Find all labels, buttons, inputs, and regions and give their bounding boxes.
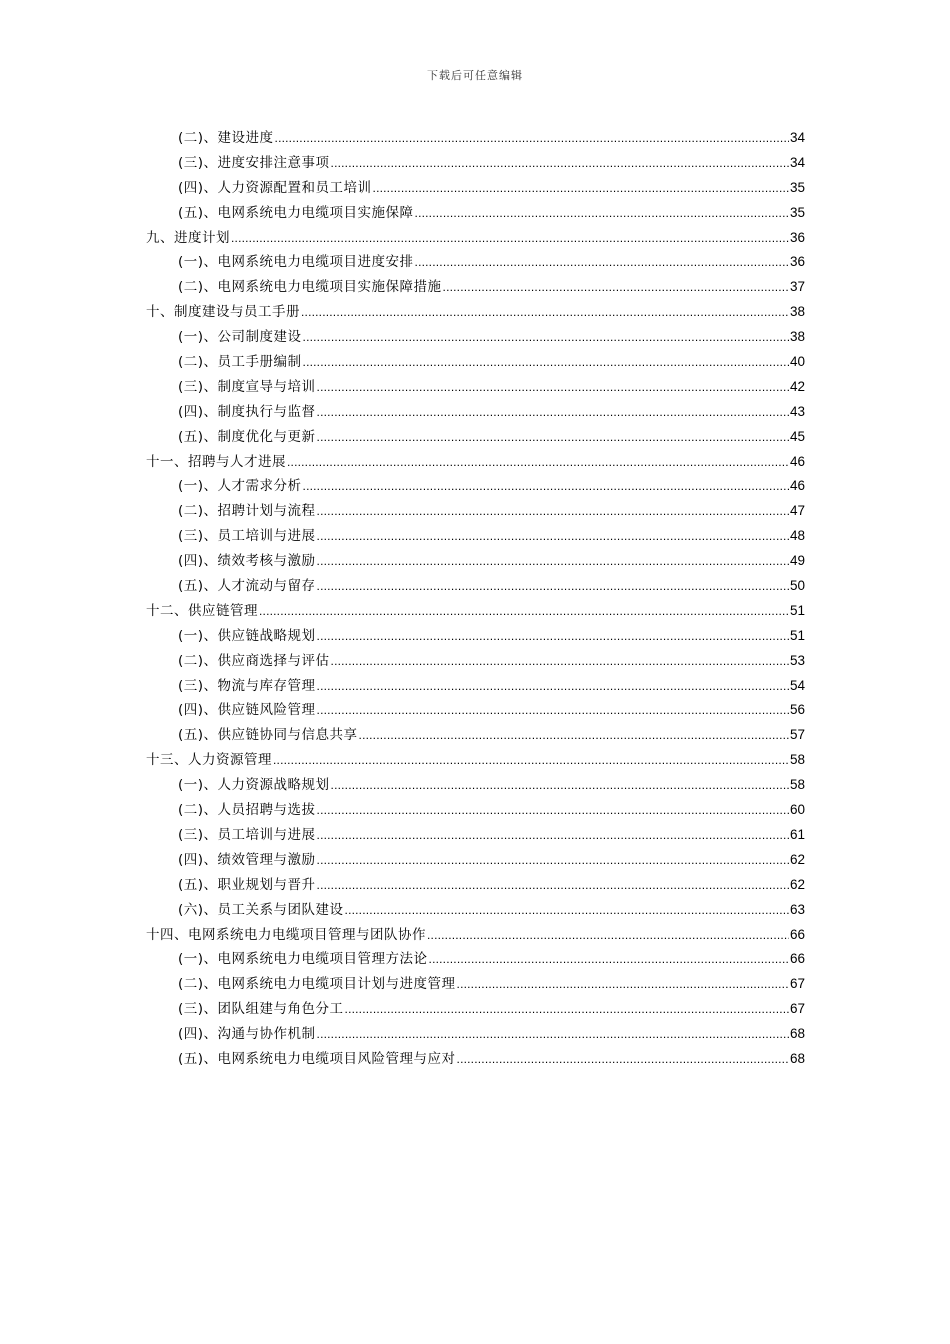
toc-dot-leader xyxy=(303,325,789,350)
toc-dot-leader xyxy=(345,997,789,1022)
toc-dot-leader xyxy=(287,450,789,475)
toc-page-number: 36 xyxy=(789,254,805,270)
toc-section-entry[interactable] xyxy=(146,375,805,400)
toc-dot-leader xyxy=(317,375,789,400)
toc-page-number: 35 xyxy=(789,179,805,195)
toc-dot-leader xyxy=(303,474,789,499)
toc-section-entry[interactable] xyxy=(146,275,805,300)
toc-dot-leader xyxy=(427,923,789,948)
toc-page-number: 38 xyxy=(789,329,805,345)
toc-page-number: 62 xyxy=(789,876,805,892)
toc-section-entry[interactable] xyxy=(146,574,805,599)
toc-section-entry[interactable] xyxy=(146,798,805,823)
toc-section-entry[interactable] xyxy=(146,649,805,674)
toc-entry-title: 十三、人力资源管理 xyxy=(146,752,272,769)
toc-entry-title: (二)、招聘计划与流程 xyxy=(178,503,316,520)
toc-page-number: 46 xyxy=(789,453,805,469)
toc-entry-title: 十一、招聘与人才进展 xyxy=(146,453,286,470)
toc-page-number: 66 xyxy=(789,951,805,967)
toc-page-number: 51 xyxy=(789,602,805,618)
toc-page-number: 37 xyxy=(789,279,805,295)
toc-dot-leader xyxy=(317,823,789,848)
toc-chapter-entry[interactable] xyxy=(146,226,805,251)
toc-entry-title: (一)、电网系统电力电缆项目管理方法论 xyxy=(178,951,428,968)
toc-entry-title: (五)、电网系统电力电缆项目风险管理与应对 xyxy=(178,1050,456,1067)
toc-entry-title: (二)、建设进度 xyxy=(178,130,274,146)
toc-section-entry[interactable] xyxy=(146,126,805,151)
toc-dot-leader xyxy=(317,674,789,699)
toc-dot-leader xyxy=(303,350,789,375)
toc-dot-leader xyxy=(317,549,789,574)
toc-section-entry[interactable] xyxy=(146,723,805,748)
toc-page-number: 57 xyxy=(789,727,805,743)
toc-dot-leader xyxy=(359,723,789,748)
toc-entry-title: (四)、供应链风险管理 xyxy=(178,702,316,719)
toc-dot-leader xyxy=(317,848,789,873)
toc-entry-title: (二)、电网系统电力电缆项目实施保障措施 xyxy=(178,279,442,296)
toc-section-entry[interactable] xyxy=(146,250,805,275)
toc-entry-title: (三)、进度安排注意事项 xyxy=(178,154,330,171)
toc-section-entry[interactable] xyxy=(146,524,805,549)
toc-entry-title: (二)、人员招聘与选拔 xyxy=(178,802,316,819)
toc-dot-leader xyxy=(317,425,789,450)
toc-entry-title: 十四、电网系统电力电缆项目管理与团队协作 xyxy=(146,926,426,943)
toc-entry-title: (四)、人力资源配置和员工培训 xyxy=(178,179,372,196)
toc-page-number: 48 xyxy=(789,528,805,544)
toc-dot-leader xyxy=(331,773,789,798)
toc-dot-leader xyxy=(231,226,789,251)
toc-page-number: 53 xyxy=(789,652,805,668)
toc-dot-leader xyxy=(317,524,789,549)
toc-page-number: 35 xyxy=(789,204,805,220)
toc-page-number: 40 xyxy=(789,354,805,370)
toc-entry-title: (三)、物流与库存管理 xyxy=(178,677,316,694)
toc-chapter-entry[interactable] xyxy=(146,923,805,948)
toc-dot-leader xyxy=(259,599,789,624)
toc-dot-leader xyxy=(415,250,789,275)
toc-page-number: 61 xyxy=(789,826,805,842)
toc-entry-title: (一)、电网系统电力电缆项目进度安排 xyxy=(178,254,414,271)
toc-dot-leader xyxy=(317,1022,789,1047)
toc-entry-title: (一)、供应链战略规划 xyxy=(178,627,316,644)
toc-page-number: 58 xyxy=(789,752,805,768)
toc-section-entry[interactable] xyxy=(146,997,805,1022)
toc-page-number: 36 xyxy=(789,229,805,245)
page-header: 下载后可任意编辑 xyxy=(427,69,523,82)
toc-page-number: 56 xyxy=(789,702,805,718)
toc-entry-title: (三)、团队组建与角色分工 xyxy=(178,1001,344,1018)
toc-entry-title: (四)、绩效考核与激励 xyxy=(178,553,316,570)
toc-section-entry[interactable] xyxy=(146,151,805,176)
toc-section-entry[interactable] xyxy=(146,972,805,997)
toc-section-entry[interactable] xyxy=(146,325,805,350)
toc-dot-leader xyxy=(457,1047,789,1072)
toc-section-entry[interactable] xyxy=(146,474,805,499)
toc-section-entry[interactable] xyxy=(146,698,805,723)
toc-section-entry[interactable] xyxy=(146,823,805,848)
toc-page-number: 50 xyxy=(789,578,805,594)
toc-entry-title: (四)、绩效管理与激励 xyxy=(178,851,316,868)
toc-section-entry[interactable] xyxy=(146,425,805,450)
toc-chapter-entry[interactable] xyxy=(146,300,805,325)
toc-dot-leader xyxy=(373,176,789,201)
toc-entry-title: (二)、员工手册编制 xyxy=(178,354,302,371)
toc-dot-leader xyxy=(317,698,789,723)
toc-section-entry[interactable] xyxy=(146,1047,805,1072)
toc-entry-title: 十二、供应链管理 xyxy=(146,602,258,619)
toc-section-entry[interactable] xyxy=(146,549,805,574)
toc-entry-title: (一)、人才需求分析 xyxy=(178,478,302,495)
toc-page-number: 62 xyxy=(789,851,805,867)
toc-page-number: 46 xyxy=(789,478,805,494)
toc-entry-title: (五)、供应链协同与信息共享 xyxy=(178,727,358,744)
toc-section-entry[interactable] xyxy=(146,898,805,923)
toc-entry-title: (五)、职业规划与晋升 xyxy=(178,876,316,893)
toc-page-number: 34 xyxy=(789,130,805,145)
toc-page-number: 54 xyxy=(789,677,805,693)
toc-dot-leader xyxy=(345,898,789,923)
toc-page-number: 68 xyxy=(789,1026,805,1042)
toc-section-entry[interactable] xyxy=(146,773,805,798)
toc-dot-leader xyxy=(331,151,789,176)
toc-section-entry[interactable] xyxy=(146,1022,805,1047)
toc-page-number: 68 xyxy=(789,1050,805,1066)
toc-page-number: 51 xyxy=(789,627,805,643)
toc-section-entry[interactable] xyxy=(146,176,805,201)
toc-entry-title: (一)、公司制度建设 xyxy=(178,329,302,346)
toc-page-number: 43 xyxy=(789,403,805,419)
toc-dot-leader xyxy=(443,275,789,300)
toc-section-entry[interactable] xyxy=(146,848,805,873)
toc-entry-title: (四)、制度执行与监督 xyxy=(178,403,316,420)
toc-dot-leader xyxy=(317,499,789,524)
toc-page-number: 47 xyxy=(789,503,805,519)
toc-entry-title: (五)、制度优化与更新 xyxy=(178,428,316,445)
toc-chapter-entry[interactable] xyxy=(146,450,805,475)
toc-dot-leader xyxy=(429,947,789,972)
toc-page-number: 38 xyxy=(789,304,805,320)
toc-section-entry[interactable] xyxy=(146,350,805,375)
toc-dot-leader xyxy=(273,748,789,773)
toc-page-number: 66 xyxy=(789,926,805,942)
toc-page-number: 67 xyxy=(789,1001,805,1017)
toc-entry-title: (三)、员工培训与进展 xyxy=(178,528,316,545)
toc-dot-leader xyxy=(415,201,789,226)
toc-section-entry[interactable] xyxy=(146,499,805,524)
toc-chapter-entry[interactable] xyxy=(146,599,805,624)
toc-entry-title: (二)、供应商选择与评估 xyxy=(178,652,330,669)
toc-dot-leader xyxy=(331,649,789,674)
toc-entry-title: (三)、员工培训与进展 xyxy=(178,826,316,843)
toc-dot-leader xyxy=(317,798,789,823)
toc-entry-title: 十、制度建设与员工手册 xyxy=(146,304,300,321)
toc-dot-leader xyxy=(457,972,789,997)
toc-page-number: 58 xyxy=(789,777,805,793)
toc-page-number: 63 xyxy=(789,901,805,917)
toc-section-entry[interactable] xyxy=(146,947,805,972)
toc-entry-title: 九、进度计划 xyxy=(146,229,230,246)
toc-dot-leader xyxy=(317,873,789,898)
toc-page-number: 42 xyxy=(789,378,805,394)
toc-page-number: 60 xyxy=(789,802,805,818)
toc-section-entry[interactable] xyxy=(146,400,805,425)
toc-page-number: 49 xyxy=(789,553,805,569)
toc-page-number: 67 xyxy=(789,976,805,992)
toc-entry-title: (六)、员工关系与团队建设 xyxy=(178,901,344,918)
toc-entry-title: (一)、人力资源战略规划 xyxy=(178,777,330,794)
toc-dot-leader xyxy=(317,574,789,599)
toc-chapter-entry[interactable] xyxy=(146,748,805,773)
toc-entry-title: (三)、制度宣导与培训 xyxy=(178,378,316,395)
toc-page-number: 45 xyxy=(789,428,805,444)
toc-section-entry[interactable] xyxy=(146,873,805,898)
toc-page-number: 34 xyxy=(789,154,805,170)
toc-entry-title: (五)、电网系统电力电缆项目实施保障 xyxy=(178,204,414,221)
toc-dot-leader xyxy=(317,624,789,649)
toc-entry-title: (二)、电网系统电力电缆项目计划与进度管理 xyxy=(178,976,456,993)
toc-section-entry[interactable] xyxy=(146,624,805,649)
toc-section-entry[interactable] xyxy=(146,674,805,699)
toc-dot-leader xyxy=(301,300,789,325)
table-of-contents xyxy=(146,126,805,1072)
toc-entry-title: (四)、沟通与协作机制 xyxy=(178,1026,316,1043)
toc-entry-title: (五)、人才流动与留存 xyxy=(178,578,316,595)
toc-dot-leader xyxy=(317,400,789,425)
toc-section-entry[interactable] xyxy=(146,201,805,226)
toc-dot-leader xyxy=(275,126,789,151)
